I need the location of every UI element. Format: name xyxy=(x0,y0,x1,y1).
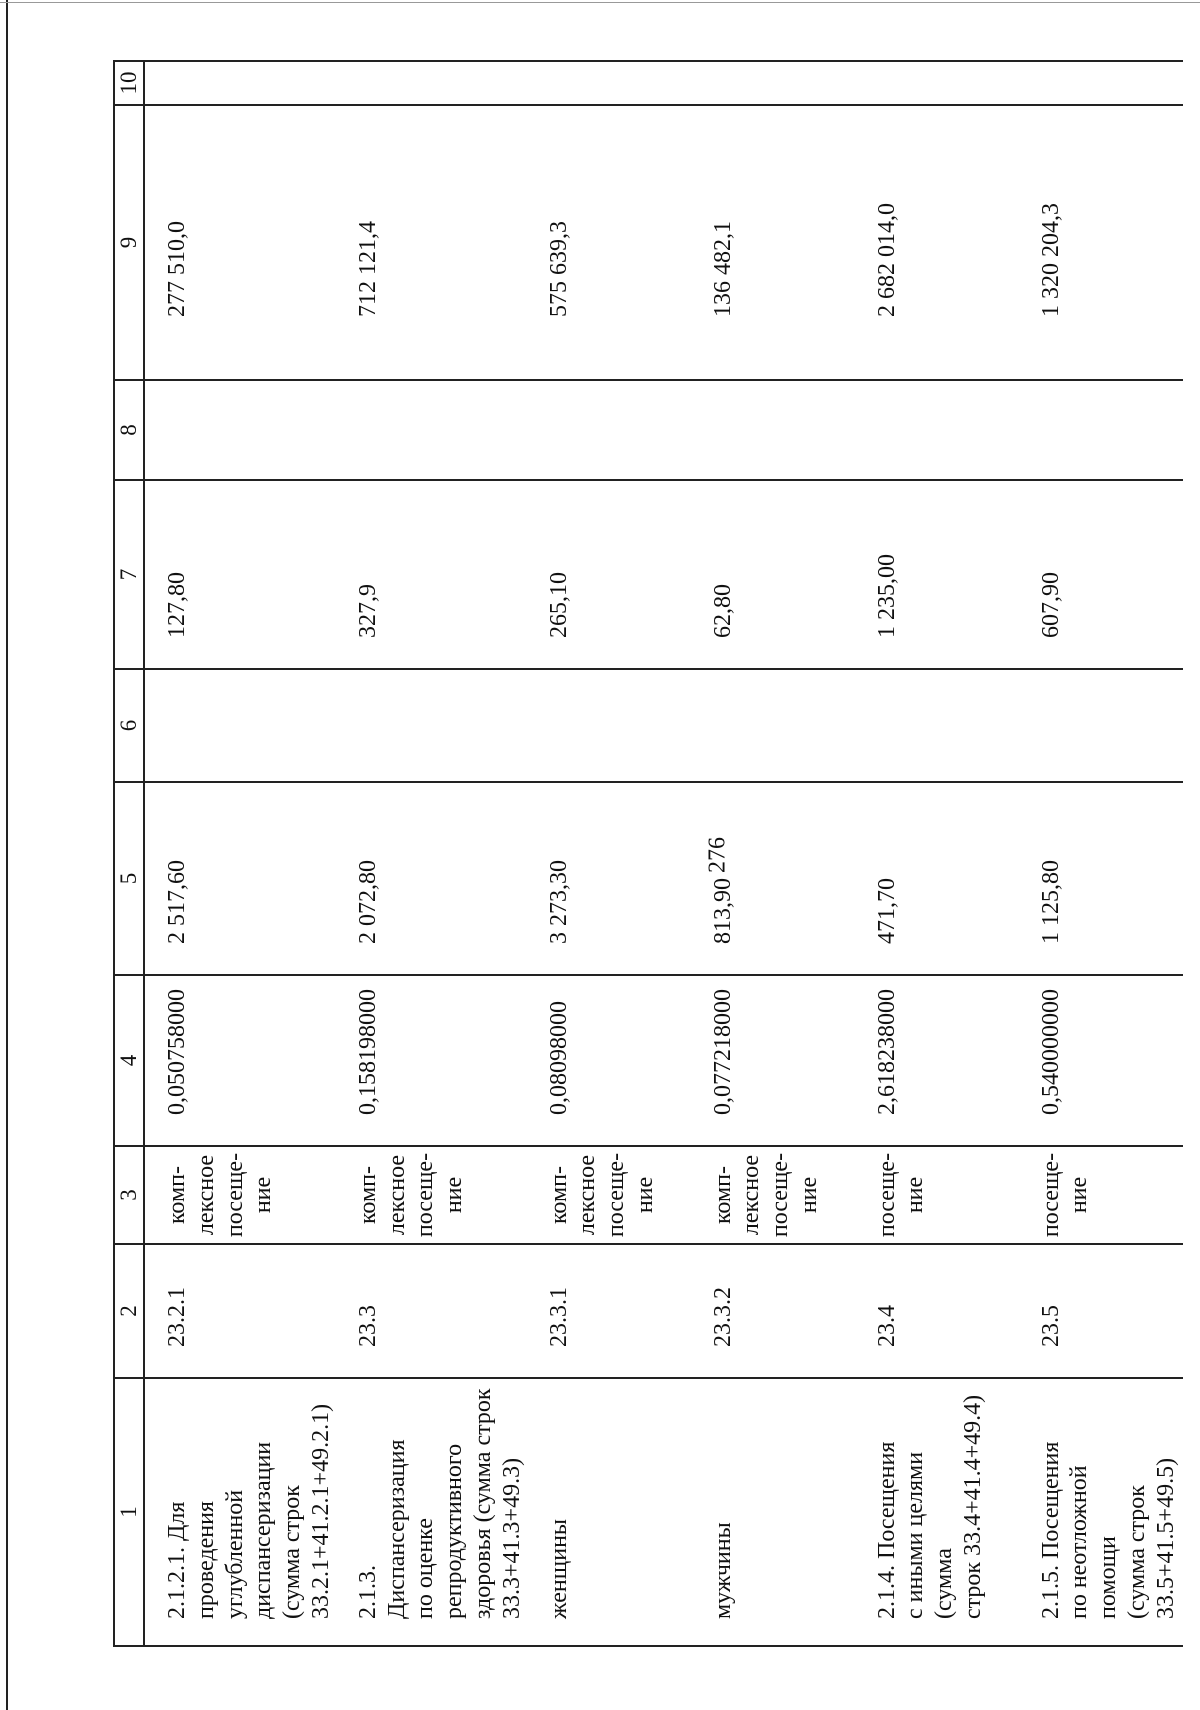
row-unit-cell xyxy=(691,1146,855,1244)
cell-col-5: 813,90 xyxy=(691,782,855,975)
cell-col-4: 0,158198000 xyxy=(336,975,527,1146)
row-name: 2.1.2.1. Для проведения углубленной диспансеризации (сумма строк 33.2.1+41.2.1+49.2.1) xyxy=(164,1403,334,1619)
column-header: 6 xyxy=(114,669,144,782)
column-header: 7 xyxy=(114,480,144,669)
table-row xyxy=(1019,61,1183,1646)
row-name-cell xyxy=(527,1378,691,1646)
cell-col-8 xyxy=(855,380,1019,480)
cell-col-5: 2 517,60 xyxy=(144,782,336,975)
row-name: 2.1.3. Диспансеризация по оценке репродуктивного здоровья (сумма строк 33.3+41.3+49.3) xyxy=(354,1388,525,1619)
row-name: мужчины xyxy=(709,1522,736,1619)
table-row xyxy=(336,61,527,1646)
row-unit-cell xyxy=(527,1146,691,1244)
row-name-cell xyxy=(855,1378,1019,1646)
table-row xyxy=(855,61,1019,1646)
cell-col-6 xyxy=(336,669,527,782)
cell-col-5: 1 125,80 xyxy=(1019,782,1183,975)
column-header: 8 xyxy=(114,380,144,480)
cell-col-10 xyxy=(691,61,855,105)
row-code: 23.3 xyxy=(336,1244,527,1378)
cell-col-4: 0,08098000 xyxy=(527,975,691,1146)
table-row xyxy=(527,61,691,1646)
row-code: 23.2.1 xyxy=(144,1244,336,1378)
cell-col-5: 3 273,30 xyxy=(527,782,691,975)
cell-col-10 xyxy=(527,61,691,105)
cell-col-10 xyxy=(144,61,336,105)
row-code: 23.3.2 xyxy=(691,1244,855,1378)
row-name-cell xyxy=(1019,1378,1183,1646)
cell-col-8 xyxy=(527,380,691,480)
cell-col-8 xyxy=(336,380,527,480)
row-name: 2.1.4. Посещения с иными целями (сумма строк 33.4+41.4+49.4) xyxy=(873,1394,986,1619)
column-header: 9 xyxy=(114,105,144,380)
scan-edge-left xyxy=(6,0,8,1710)
cell-col-4: 2,618238000 xyxy=(855,975,1019,1146)
row-name: женщины xyxy=(545,1518,572,1619)
row-name-cell xyxy=(691,1378,855,1646)
cell-col-8 xyxy=(144,380,336,480)
row-code: 23.5 xyxy=(1019,1244,1183,1378)
cell-col-9: 1 320 204,3 xyxy=(1019,105,1183,380)
cell-col-6 xyxy=(144,669,336,782)
row-unit: комп- лексное посеще- ние xyxy=(164,1152,277,1238)
column-header: 2 xyxy=(114,1244,144,1378)
cell-col-9: 277 510,0 xyxy=(144,105,336,380)
row-unit: комп- лексное посеще- ние xyxy=(354,1152,468,1238)
table-container xyxy=(113,62,1179,1647)
row-unit: комп- лексное посеще- ние xyxy=(709,1152,822,1238)
cell-col-10 xyxy=(336,61,527,105)
column-header: 10 xyxy=(114,61,144,105)
cell-col-8 xyxy=(691,380,855,480)
cell-col-7: 327,9 xyxy=(336,480,527,669)
row-unit: посеще- ние xyxy=(873,1152,929,1238)
cell-col-7: 265,10 xyxy=(527,480,691,669)
row-code: 23.3.1 xyxy=(527,1244,691,1378)
row-unit-cell xyxy=(144,1146,336,1244)
cell-col-5: 2 072,80 xyxy=(336,782,527,975)
header-row xyxy=(114,61,144,1646)
cell-col-7: 1 235,00 xyxy=(855,480,1019,669)
cell-col-5: 471,70 xyxy=(855,782,1019,975)
row-unit-cell xyxy=(336,1146,527,1244)
row-unit-cell xyxy=(855,1146,1019,1244)
cell-col-9: 2 682 014,0 xyxy=(855,105,1019,380)
column-header: 5 xyxy=(114,782,144,975)
cell-col-9: 712 121,4 xyxy=(336,105,527,380)
cell-col-10 xyxy=(855,61,1019,105)
column-header: 4 xyxy=(114,975,144,1146)
row-unit-cell xyxy=(1019,1146,1183,1244)
row-name-cell xyxy=(144,1378,336,1646)
cell-col-4: 0,540000000 xyxy=(1019,975,1183,1146)
cell-col-9: 136 482,1 xyxy=(691,105,855,380)
cell-col-6 xyxy=(527,669,691,782)
column-header: 1 xyxy=(114,1378,144,1646)
cell-col-9: 575 639,3 xyxy=(527,105,691,380)
cell-col-6 xyxy=(1019,669,1183,782)
cell-col-7: 127,80 xyxy=(144,480,336,669)
cell-col-6 xyxy=(691,669,855,782)
row-code: 23.4 xyxy=(855,1244,1019,1378)
cell-col-10 xyxy=(1019,61,1183,105)
cell-col-6 xyxy=(855,669,1019,782)
cell-col-8 xyxy=(1019,380,1183,480)
cell-col-7: 62,80 xyxy=(691,480,855,669)
row-unit: посеще- ние xyxy=(1037,1152,1093,1238)
table-row xyxy=(691,61,855,1646)
cell-col-4: 0,077218000 xyxy=(691,975,855,1146)
page-number: 276 xyxy=(704,837,731,873)
cell-col-7: 607,90 xyxy=(1019,480,1183,669)
data-table xyxy=(113,60,1183,1647)
column-header: 3 xyxy=(114,1146,144,1244)
scan-edge-top xyxy=(0,2,1200,3)
row-name-cell xyxy=(336,1378,527,1646)
row-unit: комп- лексное посеще- ние xyxy=(545,1152,658,1238)
table-row xyxy=(144,61,336,1646)
cell-col-4: 0,050758000 xyxy=(144,975,336,1146)
row-name: 2.1.5. Посещения по неотложной помощи (сумма строк 33.5+41.5+49.5) xyxy=(1037,1441,1179,1619)
